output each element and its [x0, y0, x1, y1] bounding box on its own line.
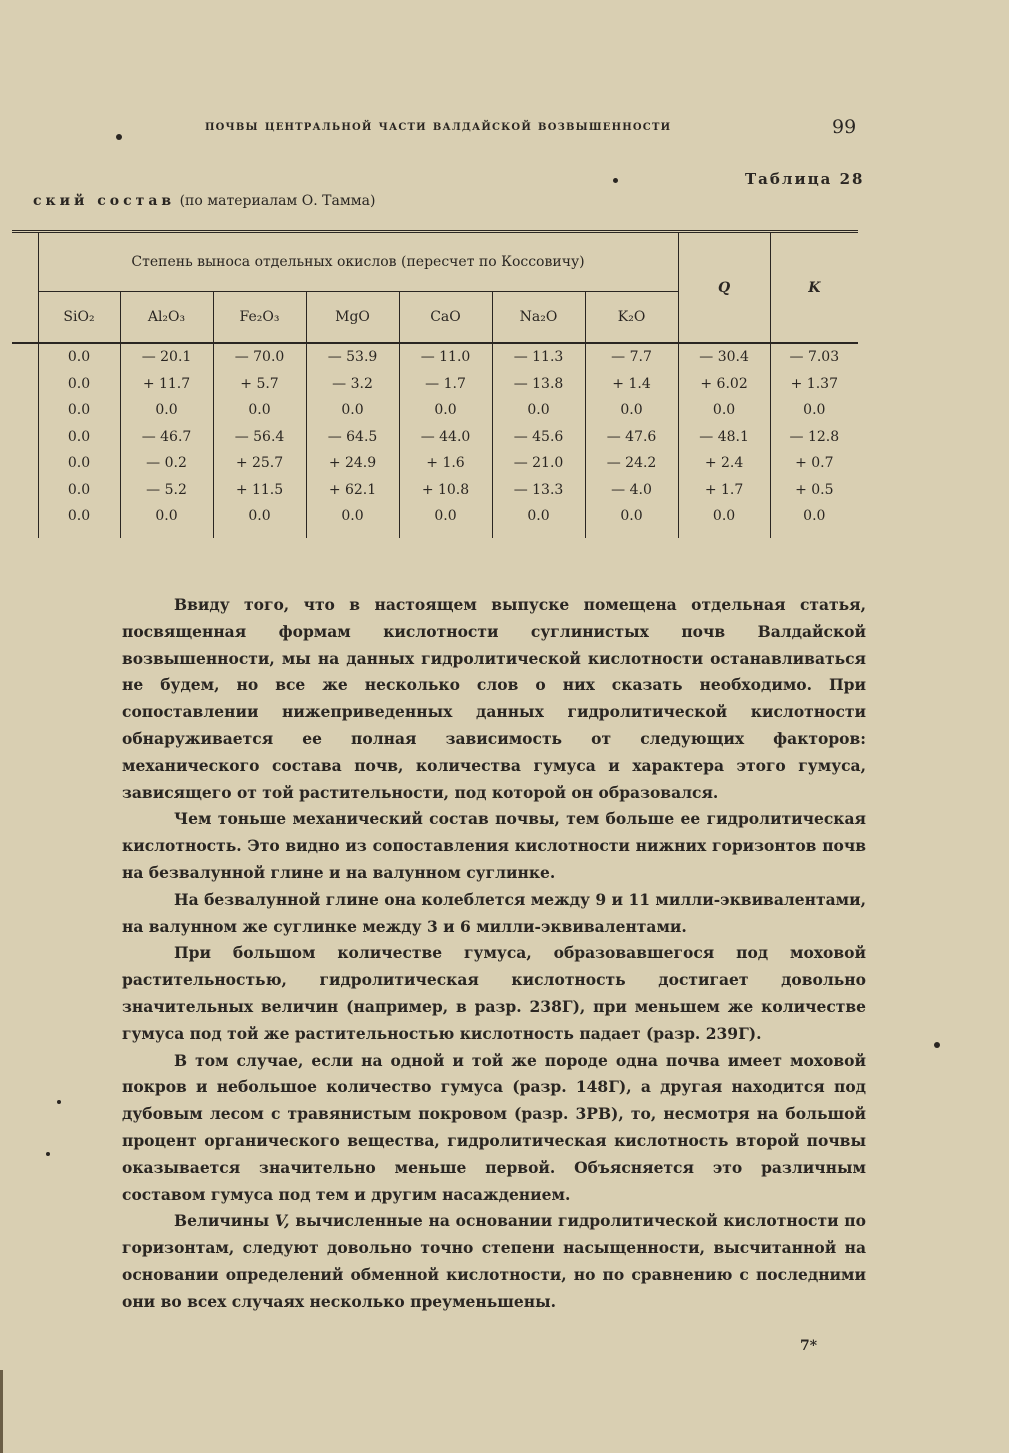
table-cell: + 6.02: [678, 371, 770, 398]
table-cell: + 1.4: [585, 371, 678, 398]
print-speck: [116, 134, 122, 140]
table-cell: 0.0: [38, 477, 120, 504]
table-cell: — 44.0: [399, 424, 492, 451]
table-cell: 0.0: [120, 397, 213, 424]
table-cell: 0.0: [399, 503, 492, 538]
table-cell: 0.0: [38, 397, 120, 424]
column-header: CaO: [399, 292, 492, 344]
table-cell: + 1.7: [678, 477, 770, 504]
table-cell: 0.0: [38, 450, 120, 477]
paragraph: Чем тоньше механический состав почвы, тем больше ее гидролитическая кислотность. Это видно из сопоставления кислотности нижних горизонтов почв на безвалунной глине и на валунном суглинке.: [122, 809, 866, 882]
column-header: Al₂O₃: [120, 292, 213, 344]
table-cell: 0.0: [770, 503, 858, 538]
table-stub: [12, 424, 38, 451]
table-cell: 0.0: [306, 397, 399, 424]
table-cell: — 7.7: [585, 343, 678, 371]
paragraph: На безвалунной глине она колеблется между 9 и 11 милли-эквивалентами, на валунном же суглинке между 3 и 6 милли-эквивалентами.: [122, 889, 867, 936]
table-cell: 0.0: [213, 503, 306, 538]
paragraph: При большом количестве гумуса, образовавшегося под моховой растительностью, гидролитическая кислотность достигает довольно значительных величин (например, в разр. 238Г), при меньшем же количестве гумуса под той же растительностью кислотность падает (разр. 239Г).: [122, 943, 866, 1043]
table-cell: — 46.7: [120, 424, 213, 451]
table-cell: — 24.2: [585, 450, 678, 477]
print-speck: [57, 1100, 61, 1104]
table-stub: [12, 477, 38, 504]
table-stub: [12, 397, 38, 424]
table-row: [12, 424, 858, 451]
body-text: [122, 592, 866, 1316]
table-cell: — 53.9: [306, 343, 399, 371]
table-cell: — 12.8: [770, 424, 858, 451]
table-cell: + 1.6: [399, 450, 492, 477]
column-header-q: Q: [678, 232, 770, 344]
table-cell: 0.0: [399, 397, 492, 424]
table-cell: 0.0: [38, 371, 120, 398]
table-cell: 0.0: [120, 503, 213, 538]
table-cell: + 1.37: [770, 371, 858, 398]
table-row: [12, 477, 858, 504]
data-table: [12, 230, 858, 538]
table-cell: — 11.0: [399, 343, 492, 371]
table-stub: [12, 292, 38, 344]
print-speck: [46, 1152, 50, 1156]
paragraph-rest: вычисленные на основании гидролитической кислотности по горизонтам, следуют довольно точно степени насыщенности, высчитанной на основании определений обменной кислотности, но по сравнению с последними они во всех случаях несколько преуменьшены.: [122, 1211, 866, 1311]
group-header: Степень выноса отдельных окислов (пересчет по Коссовичу): [38, 232, 678, 292]
table-cell: 0.0: [585, 503, 678, 538]
table-cell: — 64.5: [306, 424, 399, 451]
table-stub: [12, 450, 38, 477]
table-label: Таблица 28: [745, 170, 865, 188]
table-cell: + 0.7: [770, 450, 858, 477]
table-cell: + 10.8: [399, 477, 492, 504]
print-speck: [934, 1042, 940, 1048]
table-cell: + 11.5: [213, 477, 306, 504]
table-cell: — 30.4: [678, 343, 770, 371]
table-cell: 0.0: [585, 397, 678, 424]
table-cell: — 5.2: [120, 477, 213, 504]
table-cell: — 3.2: [306, 371, 399, 398]
table-cell: 0.0: [678, 503, 770, 538]
table-cell: — 4.0: [585, 477, 678, 504]
table-stub: [12, 503, 38, 538]
column-header-k: K: [770, 232, 858, 344]
table-cell: + 25.7: [213, 450, 306, 477]
table-cell: 0.0: [38, 343, 120, 371]
table-cell: — 45.6: [492, 424, 585, 451]
table-cell: — 11.3: [492, 343, 585, 371]
page-edge-rule: [0, 1370, 3, 1453]
signature-mark: 7*: [800, 1338, 818, 1354]
variable-v: V,: [274, 1211, 290, 1231]
table-cell: — 70.0: [213, 343, 306, 371]
table-cell: — 7.03: [770, 343, 858, 371]
table-cell: 0.0: [492, 503, 585, 538]
table-cell: + 2.4: [678, 450, 770, 477]
column-header: MgO: [306, 292, 399, 344]
paragraph: В том случае, если на одной и той же породе одна почва имеет моховой покров и небольшое количество гумуса (разр. 148Г), а другая находится под дубовым лесом с травянистым покровом (разр. 3РВ), то, несмотря на большой процент органического вещества, гидролитическая кислотность второй почвы оказывается значительно меньше первой. Объясняется это различным составом гумуса под тем и другим насаждением.: [122, 1050, 866, 1204]
table-cell: + 11.7: [120, 371, 213, 398]
table-cell: — 20.1: [120, 343, 213, 371]
table-subtitle: [33, 193, 375, 209]
table-cell: — 1.7: [399, 371, 492, 398]
table-cell: 0.0: [306, 503, 399, 538]
table-body: [12, 343, 858, 538]
column-header: SiO₂: [38, 292, 120, 344]
table-row: [12, 503, 858, 538]
table-row: [12, 343, 858, 371]
table-cell: + 5.7: [213, 371, 306, 398]
paragraph-start: Величины: [174, 1211, 270, 1231]
table-cell: 0.0: [678, 397, 770, 424]
table-stub: [12, 343, 38, 371]
table-stub: [12, 232, 38, 292]
table-cell: — 47.6: [585, 424, 678, 451]
page-number: 99: [832, 116, 857, 138]
subtitle-spaced: ский состав: [33, 193, 176, 209]
table-stub: [12, 371, 38, 398]
table-cell: 0.0: [38, 424, 120, 451]
table-row: [12, 450, 858, 477]
table-cell: + 24.9: [306, 450, 399, 477]
table-cell: — 13.8: [492, 371, 585, 398]
table-row: [12, 371, 858, 398]
paragraph: [122, 1208, 866, 1315]
column-header: K₂O: [585, 292, 678, 344]
paragraph: Ввиду того, что в настоящем выпуске помещена отдельная статья, посвященная формам кислотности суглинистых почв Валдайской возвышенности, мы на данных гидролитической кислотности останавливаться не будем, но все же несколько слов о них сказать необходимо. При сопоставлении нижеприведенных данных гидролитической кислотности обнаруживается ее полная зависимость от следующих факторов: механического состава почв, количества гумуса и характера этого гумуса, зависящего от той растительности, под которой он образовался.: [122, 595, 866, 802]
table-cell: — 0.2: [120, 450, 213, 477]
column-header: Fe₂O₃: [213, 292, 306, 344]
table-cell: — 48.1: [678, 424, 770, 451]
table-cell: 0.0: [770, 397, 858, 424]
table-cell: 0.0: [213, 397, 306, 424]
table-cell: + 62.1: [306, 477, 399, 504]
table-cell: + 0.5: [770, 477, 858, 504]
subtitle-rest: (по материалам О. Тамма): [179, 193, 376, 209]
table-row: [12, 397, 858, 424]
print-speck: [613, 178, 618, 183]
table-cell: — 56.4: [213, 424, 306, 451]
table-cell: — 21.0: [492, 450, 585, 477]
table-cell: 0.0: [38, 503, 120, 538]
table-cell: — 13.3: [492, 477, 585, 504]
column-header: Na₂O: [492, 292, 585, 344]
running-head: почвы центральной части валдайской возвышенности: [205, 118, 672, 134]
table-cell: 0.0: [492, 397, 585, 424]
